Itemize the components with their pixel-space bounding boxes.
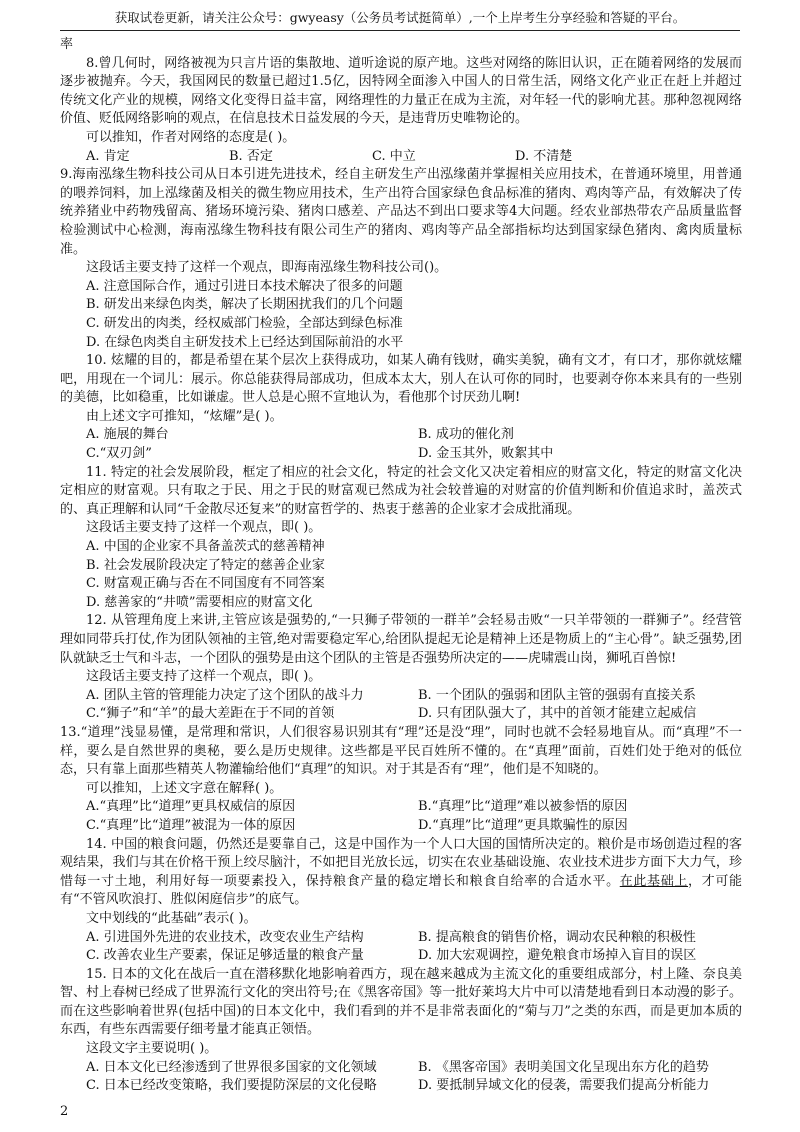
option-c[interactable]: C.“双刃剑” <box>86 446 152 462</box>
option-b[interactable]: B. 一个团队的强弱和团队主管的强弱有直接关系 <box>418 687 696 703</box>
option-d[interactable]: D. 在绿色肉类自主研发技术上已经达到国际前沿的水平 <box>86 334 404 350</box>
question-11-prompt: 这段话主要支持了这样一个观点，即( )。 <box>86 520 322 536</box>
option-a[interactable]: A. 引进国外先进的农业技术，改变农业生产结构 <box>86 929 364 945</box>
question-13-options-row-2 <box>60 817 742 836</box>
question-15-options-row-2 <box>60 1077 742 1096</box>
question-14-stem-before: 14. 中国的粮食问题，仍然还是要靠自己，这是中国作为一个人口大国的国情所决定的。粮价是市场创造过程的客观结果，我们与其在价格干预上绞尽脑汁，不如把目光放长远，切实在农业基础设施、农业技术进步方面下大力气，珍惜每一寸土地，利用好每一项要素投入，保持粮食产量的稳定增长和粮食自给率的合适水平。 <box>60 836 742 889</box>
option-a[interactable]: A. 肯定 <box>86 148 130 164</box>
question-9-stem: 9.海南泓缘生物科技公司从日本引进先进技术，经自主研发生产出泓缘菌并掌握相关应用技术，在普通环境里，用普通的喂养饲料，加上泓缘菌及相关的微生物应用技术，生产出符合国家绿色食品标准的猪肉、鸡肉等产品，有效解决了传统养猪业中药物残留高、猪场环境污染、猪肉口感差、产品达不到出口要求等4大问题。经农业部热带农产品质量监督检验测试中心检测，海南泓缘生物科技有限公司生产的猪肉、鸡肉等产品全部指标均达到国家绿色猪肉、禽肉质量标准。 <box>60 167 742 257</box>
option-c[interactable]: C. 财富观正确与否在不同国度有不同答案 <box>86 576 325 592</box>
option-a[interactable]: A. 团队主管的管理能力决定了这个团队的战斗力 <box>86 687 364 703</box>
question-13-options-row-1 <box>60 798 742 817</box>
option-a[interactable]: A. 注意国际合作，通过引进日本技术解决了很多的问题 <box>86 278 403 294</box>
question-14-prompt: 文中划线的“此基础”表示( )。 <box>86 910 257 926</box>
option-a[interactable]: A. 施展的舞台 <box>86 427 169 443</box>
question-14-options-row-2 <box>60 947 742 966</box>
continuation-text: 率 <box>60 37 74 52</box>
option-a[interactable]: A. 日本文化已经渗透到了世界很多国家的文化领域 <box>86 1059 377 1075</box>
question-12-options-row-1 <box>60 687 742 706</box>
option-b[interactable]: B. 成功的催化剂 <box>418 427 514 443</box>
option-c[interactable]: C.“狮子”和“羊”的最大差距在于不同的首领 <box>86 706 335 722</box>
option-c[interactable]: C. 研发出的肉类，经权威部门检验，全部达到绿色标准 <box>86 315 403 331</box>
option-b[interactable]: B.“真理”比“道理”难以被参悟的原因 <box>418 799 628 815</box>
question-10-options-row-2 <box>60 445 742 464</box>
option-d[interactable]: D.“真理”比“道理”更具欺骗性的原因 <box>418 817 628 833</box>
option-c[interactable]: C. 中立 <box>372 148 416 164</box>
question-9-prompt: 这段话主要支持了这样一个观点，即海南泓缘生物科技公司()。 <box>86 260 448 276</box>
question-12-prompt: 这段话主要支持了这样一个观点，即( )。 <box>86 669 322 685</box>
option-d[interactable]: D. 加大宏观调控，避免粮食市场掉入盲目的误区 <box>418 948 697 964</box>
page-header: 获取试卷更新，请关注公众号：gwyeasy（公务员考试挺简单）,一个上岸考生分享经验和答疑的平台。 <box>114 10 686 25</box>
option-b[interactable]: B. 否定 <box>229 148 273 164</box>
option-c[interactable]: C.“真理”比“道理”被混为一体的原因 <box>86 817 296 833</box>
option-a[interactable]: A.“真理”比“道理”更具权威信的原因 <box>86 799 296 815</box>
underlined-phrase: 在此基础上 <box>619 873 689 889</box>
question-8-prompt: 可以推知，作者对网络的态度是( )。 <box>86 129 296 145</box>
question-15-stem: 15. 日本的文化在战后一直在潜移默化地影响着西方，现在越来越成为主流文化的重要组成部分，村上隆、奈良美智、村上春树已经成了世界流行文化的突出符号;在《黑客帝国》等一批好莱坞大片中可以清楚地看到日本动漫的影子。而在这些影响着世界(包括中国)的日本文化中，我们看到的并不是非常表面化的“菊与刀”之类的东西，而是更加本质的东西，有些东西需要仔细考量才能真正领悟。 <box>60 966 742 1038</box>
header-divider <box>60 30 740 31</box>
option-c[interactable]: C. 改善农业生产要素，保证足够适量的粮食产量 <box>86 948 364 964</box>
question-10-prompt: 由上述文字可推知，“炫耀”是( )。 <box>86 408 283 424</box>
question-14-options-row-1 <box>60 929 742 948</box>
question-8-options <box>60 148 742 167</box>
page-number: 2 <box>60 1104 69 1119</box>
option-d[interactable]: D. 慈善家的“井喷”需要相应的财富文化 <box>86 594 313 610</box>
question-12-options-row-2 <box>60 705 742 724</box>
question-10-stem: 10. 炫耀的目的，都是希望在某个层次上获得成功，如某人确有钱财，确实美貌，确有文才，有口才，那你就炫耀吧，用现在一个词儿：展示。你总能获得局部成功，但成本太大，别人在认可你的同时，也要剥夺你本来具有的一些别的美德，比如稳重，比如谦虚。世人总是心照不宣地认为，看他那个讨厌劲儿啊! <box>60 353 742 406</box>
option-b[interactable]: B. 提高粮食的销售价格，调动农民种粮的积极性 <box>418 929 696 945</box>
question-8-stem: 8.曾几何时，网络被视为只言片语的集散地、道听途说的原产地。这些对网络的陈旧认识，正在随着网络的发展而逐步被抛弃。今天，我国网民的数量已超过1.5亿，因特网全面渗入中国人的日常生活，网络文化产业正在赶上并超过传统文化产业的规模，网络文化变得日益丰富，网络理性的力量正在成为主流，对年轻一代的影响尤甚。那种忽视网络价值、贬低网络影响的观点，在信息技术日益发展的今天，是违背历史唯物论的。 <box>60 55 742 127</box>
question-14-stem-after: ，才可能有“不管风吹浪打、胜似闲庭信步”的底气。 <box>60 873 742 908</box>
question-13-prompt: 可以推知，上述文字意在解释( )。 <box>86 780 283 796</box>
option-d[interactable]: D. 不清楚 <box>515 148 573 164</box>
option-b[interactable]: B. 研发出来绿色肉类，解决了长期困扰我们的几个问题 <box>86 297 403 313</box>
option-d[interactable]: D. 要抵制异域文化的侵袭，需要我们提高分析能力 <box>418 1078 710 1094</box>
option-b[interactable]: B. 《黑客帝国》表明美国文化呈现出东方化的趋势 <box>418 1059 709 1075</box>
question-13-stem: 13.“道理”浅显易懂，是常理和常识，人们很容易识别其有“理”还是没“理”，同时也就不会轻易地盲从。而“真理”不一样，要么是自然世界的奥秘，要么是历史规律。这些都是平民百姓所不懂的。在“真理”面前，百姓们处于绝对的低位态，只有靠上面那些精英人物灌输给他们“真理”的知识。对于其是否有“理”，他们是不知晓的。 <box>60 724 742 778</box>
question-11-stem: 11. 特定的社会发展阶段，框定了相应的社会文化，特定的社会文化又决定着相应的财富文化，特定的财富文化决定相应的财富观。只有取之于民、用之于民的财富观已然成为社会较普遍的对财富的价值判断和价值追求时，盖茨式的、真正理解和认同“千金散尽还复来”的财富哲学的、热衷于慈善的企业家才会成批涌现。 <box>60 464 742 517</box>
question-14-stem <box>60 836 742 910</box>
option-a[interactable]: A. 中国的企业家不具备盖茨式的慈善精神 <box>86 539 325 555</box>
option-b[interactable]: B. 社会发展阶段决定了特定的慈善企业家 <box>86 557 325 573</box>
question-15-options-row-1 <box>60 1059 742 1078</box>
option-d[interactable]: D. 只有团队强大了，其中的首领才能建立起威信 <box>418 706 697 722</box>
question-12-stem: 12. 从管理角度上来讲,主管应该是强势的,“一只狮子带领的一群羊”会轻易击败“一只羊带领的一群狮子”。经营管理如同带兵打仗,作为团队领袖的主管,绝对需要稳定军心,给团队提起无论是精神上还是物质上的“主心骨”。缺乏强势,团队就缺乏士气和斗志，一个团队的强势是由这个团队的主管是否强势所决定的——虎啸震山岗，狮吼百兽惊! <box>60 613 742 666</box>
option-d[interactable]: D. 金玉其外，败絮其中 <box>418 446 554 462</box>
question-15-prompt: 这段文字主要说明( )。 <box>86 1041 218 1057</box>
question-10-options-row-1 <box>60 426 742 445</box>
option-c[interactable]: C. 日本已经改变策略，我们要提防深层的文化侵略 <box>86 1078 377 1094</box>
page-content <box>60 36 742 1096</box>
